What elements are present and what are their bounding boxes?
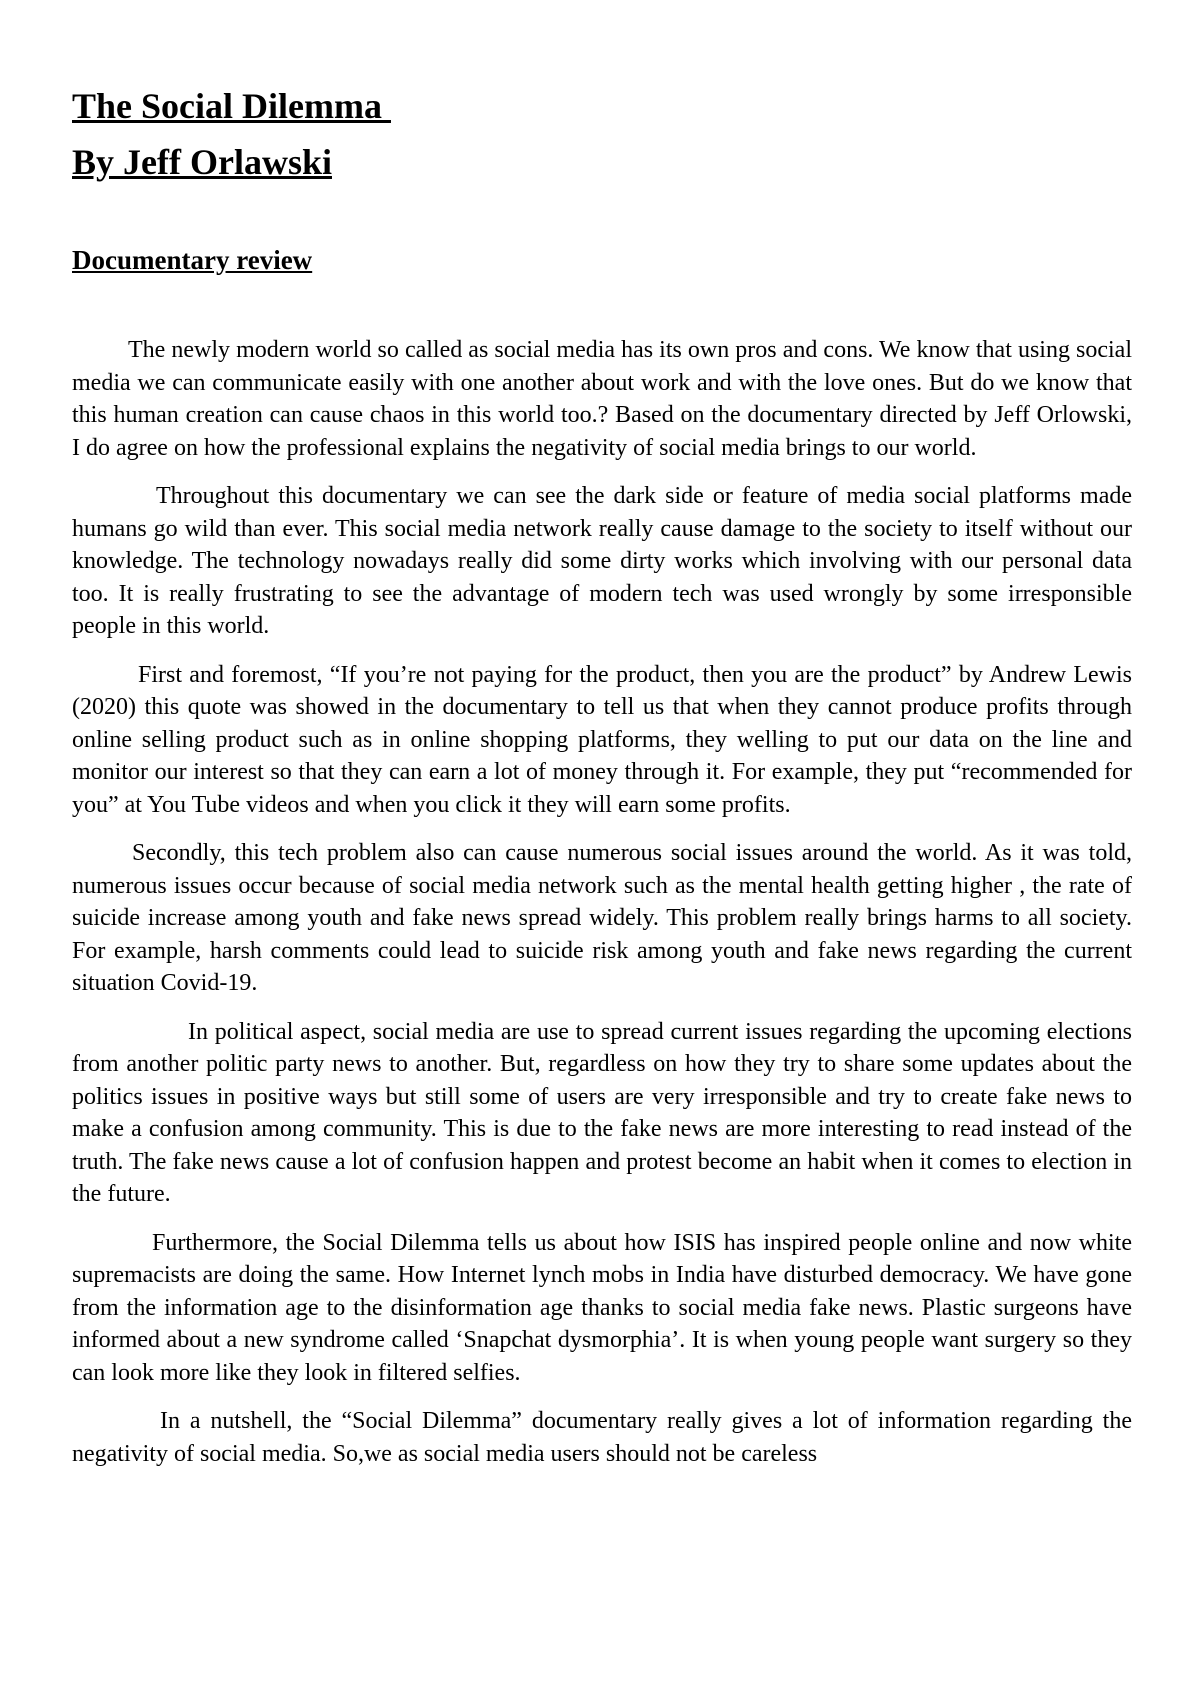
- section-heading: Documentary review: [72, 245, 313, 275]
- paragraph-first-point: First and foremost, “If you’re not paying for the product, then you are the product” by Andrew Lewis (2020) this quote was showed in the documentary to tell us that when they cannot produce profits through online selling product such as in online shopping platforms, they welling to put our data on the line and monitor our interest so that they can earn a lot of money through it. For example, they put “recommended for you” at You Tube videos and when you click it they will earn some profits.: [72, 661, 1132, 818]
- document-title: The Social Dilemma: [72, 86, 391, 126]
- paragraph-furthermore: Furthermore, the Social Dilemma tells us about how ISIS has inspired people online and now white supremacists are doing the same. How Internet lynch mobs in India have disturbed democracy. We have gone from the information age to the disinformation age thanks to social media fake news. Plastic surgeons have informed about a new syndrome called ‘Snapchat dysmorphia’. It is when young people want surgery so they can look more like they look in filtered selfies.: [72, 1229, 1132, 1386]
- paragraph-second-point: Secondly, this tech problem also can cause numerous social issues around the world. As it was told, numerous issues occur because of social media network such as the mental health getting higher , the rate of suicide increase among youth and fake news spread widely. This problem really brings harms to all society. For example, harsh comments could lead to suicide risk among youth and fake news regarding the current situation Covid-19.: [72, 840, 1132, 996]
- paragraph-conclusion: In a nutshell, the “Social Dilemma” documentary really gives a lot of information regarding the negativity of social media. So,we as social media users should not be careless: [72, 1408, 1132, 1467]
- document-author: By Jeff Orlawski: [72, 142, 332, 182]
- paragraph-intro: The newly modern world so called as social media has its own pros and cons. We know that using social media we can communicate easily with one another about work and with the love ones. But do we know that this human creation can cause chaos in this world too.? Based on the documentary directed by Jeff Orlowski, I do agree on how the professional explains the negativity of social media brings to our world.: [72, 337, 1132, 461]
- paragraph-political: In political aspect, social media are use to spread current issues regarding the upcoming elections from another politic party news to another. But, regardless on how they try to share some updates about the politics issues in positive ways but still some of users are very irresponsible and try to create fake news to make a confusion among community. This is due to the fake news are more interesting to read instead of the truth. The fake news cause a lot of confusion happen and protest become an habit when it comes to election in the future.: [72, 1018, 1132, 1207]
- paragraph-dark-side: Throughout this documentary we can see the dark side or feature of media social platforms made humans go wild than ever. This social media network really cause damage to the society to itself without our knowledge. The technology nowadays really did some dirty works which involving with our personal data too. It is really frustrating to see the advantage of modern tech was used wrongly by some irresponsible people in this world.: [72, 483, 1132, 639]
